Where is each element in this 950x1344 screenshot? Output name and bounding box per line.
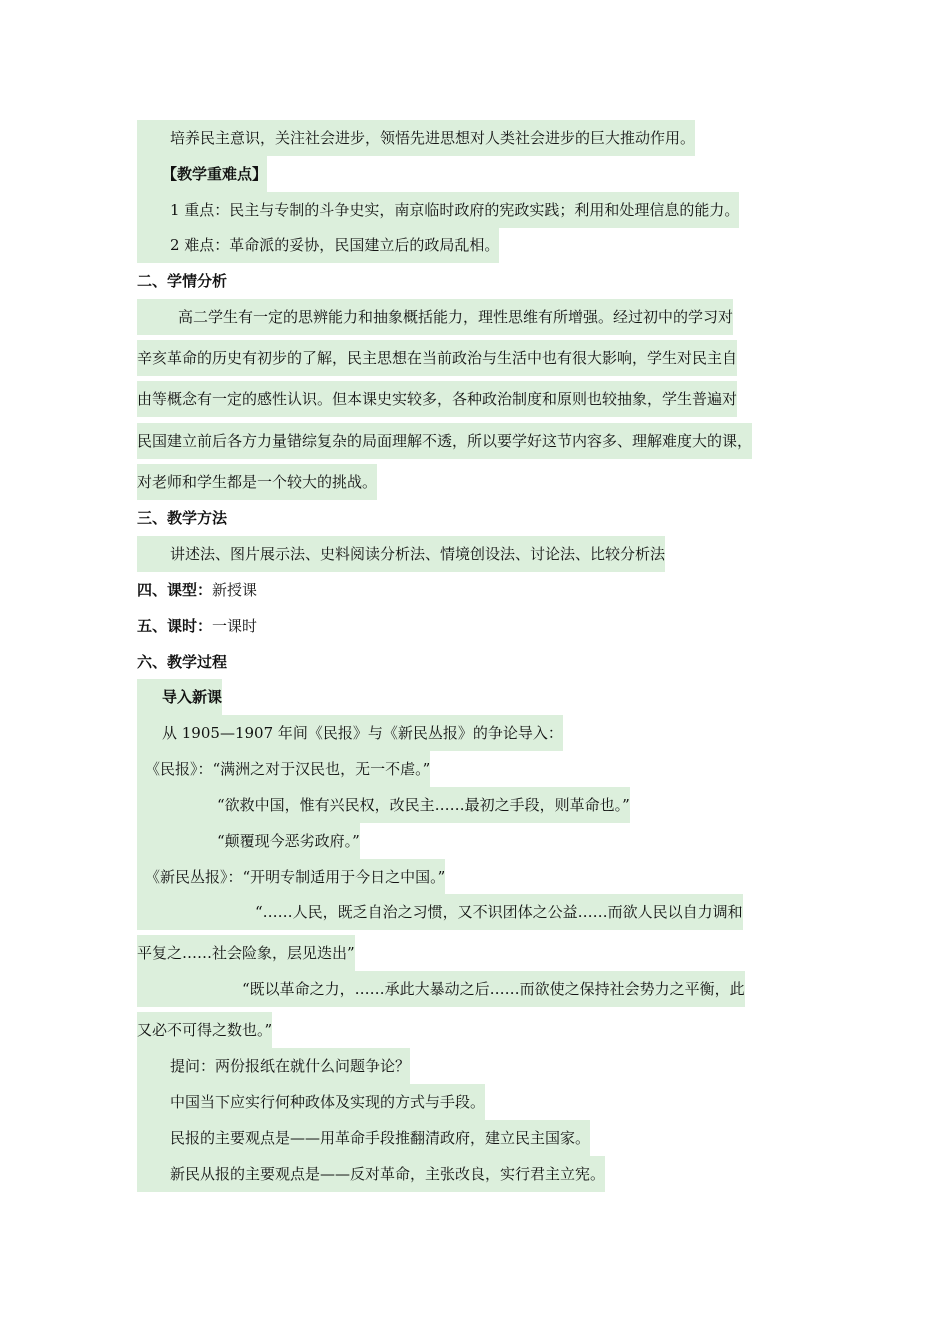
question-text: 提问：两份报纸在就什么问题争论？ [137, 1048, 410, 1084]
lesson-type-label: 四、课型： [137, 581, 213, 599]
section-heading-key-points: 【教学重难点】 [137, 156, 267, 192]
key-point-1: 1 重点：民主与专制的斗争史实，南京临时政府的宪政实践；利用和处理信息的能力。 [137, 192, 739, 228]
paragraph-line: 高二学生有一定的思辨能力和抽象概括能力，理性思维有所增强。经过初中的学习对 [137, 299, 733, 335]
section-heading-teaching-methods: 三、教学方法 [137, 509, 228, 527]
quote-line: 又必不可得之数也。” [137, 1012, 272, 1048]
lesson-hours-value: 一课时 [212, 617, 258, 635]
quote-line: “欲救中国，惟有兴民权，改民主……最初之手段，则革命也。” [137, 787, 630, 823]
lesson-type-value: 新授课 [212, 581, 258, 599]
goal-text: 培养民主意识，关注社会进步，领悟先进思想对人类社会进步的巨大推动作用。 [137, 120, 695, 156]
answer-text: 中国当下应实行何种政体及实现的方式与手段。 [137, 1084, 485, 1120]
quote-line: “既以革命之力，……承此大暴动之后……而欲使之保持社会势力之平衡，此 [137, 971, 745, 1007]
paragraph-line: 辛亥革命的历史有初步的了解，民主思想在当前政治与生活中也有很大影响，学生对民主自 [137, 340, 737, 376]
intro-text: 从 1905—1907 年间《民报》与《新民丛报》的争论导入： [137, 715, 563, 751]
subheading-introduction: 导入新课 [137, 679, 222, 715]
lesson-hours-line [137, 608, 257, 644]
lesson-hours-label: 五、课时： [137, 617, 213, 635]
paragraph-line: 民国建立前后各方力量错综复杂的局面理解不透，所以要学好这节内容多、理解难度大的课， [137, 423, 752, 459]
answer-text: 新民从报的主要观点是——反对革命，主张改良，实行君主立宪。 [137, 1156, 605, 1192]
teaching-methods-text: 讲述法、图片展示法、史料阅读分析法、情境创设法、讨论法、比较分析法 [137, 536, 665, 572]
paragraph-line: 由等概念有一定的感性认识。但本课史实较多，各种政治制度和原则也较抽象，学生普遍对 [137, 381, 737, 417]
section-heading-student-analysis: 二、学情分析 [137, 272, 228, 290]
paragraph-line: 对老师和学生都是一个较大的挑战。 [137, 464, 377, 500]
section-heading-teaching-process: 六、教学过程 [137, 653, 228, 671]
lesson-type-line [137, 572, 257, 608]
quote-line: 《新民丛报》：“开明专制适用于今日之中国。” [137, 859, 445, 895]
quote-line: “……人民，既乏自治之习惯，又不识团体之公益……而欲人民以自力调和 [137, 894, 743, 930]
quote-line: “颠覆现今恶劣政府。” [137, 823, 360, 859]
quote-line: 《民报》：“满洲之对于汉民也，无一不虐。” [137, 751, 430, 787]
key-point-2: 2 难点：革命派的妥协，民国建立后的政局乱相。 [137, 227, 499, 263]
quote-line: 平复之……社会险象，层见迭出” [137, 935, 355, 971]
answer-text: 民报的主要观点是——用革命手段推翻清政府，建立民主国家。 [137, 1120, 590, 1156]
